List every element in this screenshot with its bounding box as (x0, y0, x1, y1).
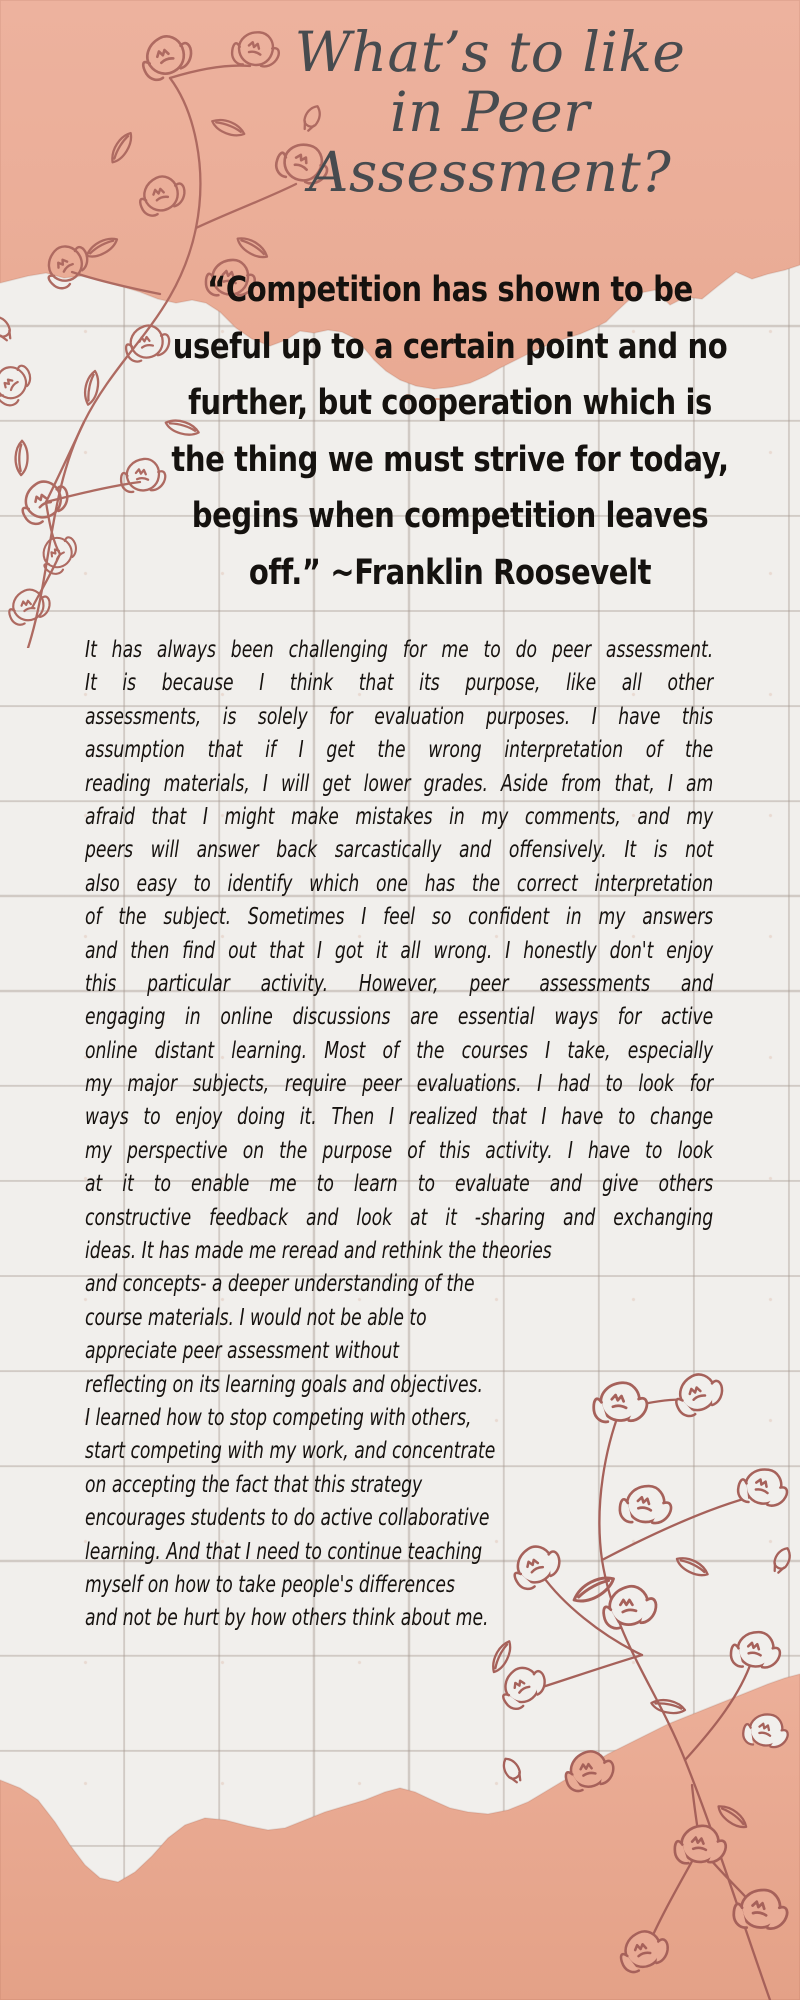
essay-line: assumption that if I get the wrong interpretation of the (85, 737, 714, 764)
essay-line: assessments, is solely for evaluation purposes. I have this (85, 703, 714, 730)
page-title-line: Assessment? (308, 140, 672, 204)
essay-line: online distant learning. Most of the courses I take, especially (85, 1037, 714, 1064)
page-title-line: in Peer (390, 80, 590, 144)
essay-line: encourages students to do active collaborative (85, 1505, 490, 1532)
essay-line: and then find out that I got it all wrong. I honestly don't enjoy (85, 937, 714, 964)
essay-line: this particular activity. However, peer assessments and (85, 970, 714, 997)
essay-line: myself on how to take people's differences (85, 1571, 455, 1598)
essay-line: also easy to identify which one has the correct interpretation (85, 870, 714, 897)
essay-line: reading materials, I will get lower grades. Aside from that, I am (85, 770, 714, 797)
essay-line: I learned how to stop competing with others, (85, 1404, 472, 1431)
quote-line: the thing we must strive for today, (171, 439, 729, 480)
essay-line: my perspective on the purpose of this activity. I have to look (85, 1137, 714, 1164)
essay-line: peers will answer back sarcastically and offensively. It is not (85, 837, 714, 864)
quote-line: begins when competition leaves (191, 496, 709, 536)
essay-line: constructive feedback and look at it -sharing and exchanging (85, 1204, 714, 1231)
essay-line: It has always been challenging for me to do peer assessment. (85, 637, 714, 663)
essay-line: ideas. It has made me reread and rethink the theories (85, 1238, 552, 1265)
essay-line: appreciate peer assessment without (85, 1338, 399, 1365)
reflection-essay (85, 634, 713, 1636)
quote-line: “Competition has shown to be (207, 270, 693, 310)
page-title-line: What’s to like (294, 20, 686, 84)
essay-line: and concepts- a deeper understanding of the (85, 1271, 475, 1298)
essay-line: afraid that I might make mistakes in my comments, and my (85, 803, 714, 830)
essay-line: learning. And that I need to continue teaching (85, 1538, 483, 1565)
quote-line: useful up to a certain point and no (172, 326, 728, 367)
essay-line: reflecting on its learning goals and objectives. (85, 1371, 483, 1398)
quote-line: off.” ~Franklin Roosevelt (248, 552, 652, 593)
essay-line: on accepting the fact that this strategy (85, 1471, 423, 1498)
roosevelt-quote (135, 262, 766, 601)
essay-line: of the subject. Sometimes I feel so confident in my answers (85, 904, 714, 931)
essay-line: ways to enjoy doing it. Then I realized that I have to change (85, 1104, 714, 1131)
essay-line: course materials. I would not be able to (85, 1304, 427, 1331)
essay-line: at it to enable me to learn to evaluate and give others (85, 1171, 714, 1198)
essay-line: It is because I think that its purpose, like all other (85, 670, 714, 697)
page-title (160, 22, 800, 202)
essay-line: and not be hurt by how others think about me. (85, 1605, 489, 1632)
essay-line: engaging in online discussions are essential ways for active (85, 1004, 714, 1031)
essay-line: start competing with my work, and concentrate (85, 1438, 496, 1465)
essay-line: my major subjects, require peer evaluations. I had to look for (85, 1071, 714, 1098)
quote-line: further, but cooperation which is (188, 383, 712, 423)
